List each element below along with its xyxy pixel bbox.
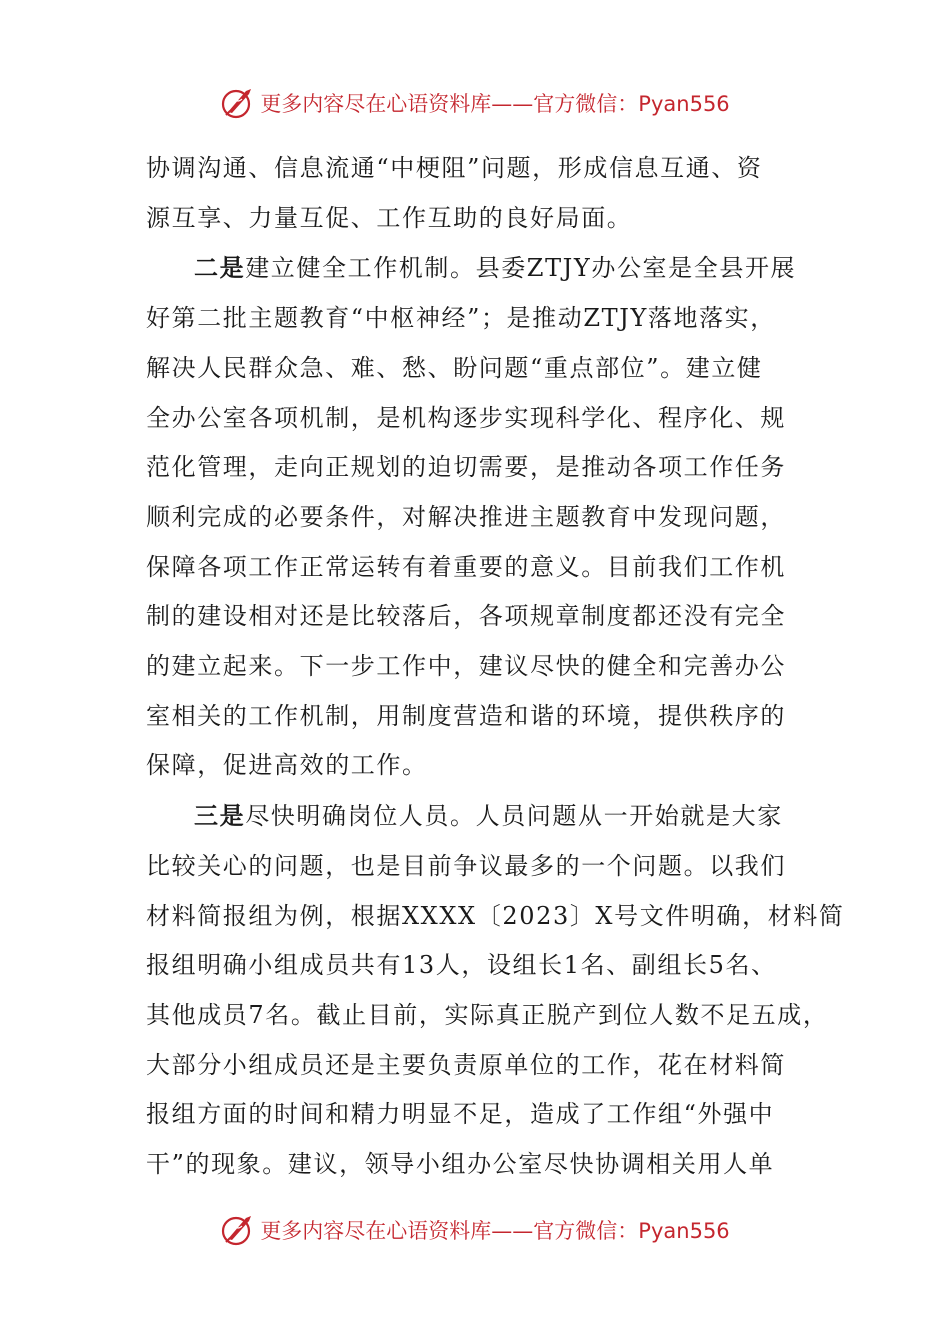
- text-line: 干”的现象。建议，领导小组办公室尽快协调相关用人单: [146, 1150, 775, 1179]
- footer-watermark-banner: [0, 1210, 950, 1250]
- text-line: 范化管理，走向正规划的迫切需要，是推动各项工作任务: [146, 453, 786, 482]
- text-line: 制的建设相对还是比较落后，各项规章制度都还没有完全: [146, 602, 786, 631]
- paragraph-lead: 二是: [194, 253, 246, 283]
- text-line: 大部分小组成员还是主要负责原单位的工作，花在材料简: [146, 1050, 786, 1079]
- text-line: 比较关心的问题，也是目前争议最多的一个问题。以我们: [146, 851, 786, 880]
- text-line: 保障各项工作正常运转有着重要的意义。目前我们工作机: [146, 552, 786, 581]
- paragraph-2: [146, 243, 826, 791]
- text-line: 好第二批主题教育“中枢神经”；是推动ZTJY落地落实，: [146, 304, 776, 333]
- text-line: 协调沟通、信息流通“中梗阻”问题，形成信息互通、资: [146, 154, 763, 182]
- header-watermark-banner: [0, 83, 950, 123]
- paragraph-lead: 三是: [194, 801, 246, 831]
- paragraph-lead-rest: 尽快明确岗位人员。人员问题从一开始就是大家: [245, 802, 783, 831]
- text-line: 全办公室各项机制，是机构逐步实现科学化、程序化、规: [146, 403, 786, 432]
- text-line: 源互享、力量互促、工作互助的良好局面。: [146, 203, 633, 232]
- text-line: 报组明确小组成员共有13人，设组长1名、副组长5名、: [146, 951, 777, 980]
- document-body: [146, 144, 845, 1190]
- text-line: 室相关的工作机制，用制度营造和谐的环境，提供秩序的: [146, 701, 786, 730]
- text-line: 报组方面的时间和精力明显不足，造成了工作组“外强中: [146, 1100, 775, 1129]
- quill-pen-logo-icon: [220, 1212, 256, 1248]
- text-line: 的建立起来。下一步工作中，建议尽快的健全和完善办公: [146, 652, 786, 681]
- text-line: 解决人民群众急、难、愁、盼问题“重点部位”。建立健: [146, 353, 763, 382]
- header-watermark-text: 更多内容尽在心语资料库——官方微信：Pyan556: [260, 92, 730, 116]
- paragraph-3: [146, 791, 845, 1190]
- text-line: 顺利完成的必要条件，对解决推进主题教育中发现问题，: [146, 502, 786, 531]
- text-line: [146, 243, 826, 294]
- quill-pen-logo-icon: [220, 85, 256, 121]
- text-line: 其他成员7名。截止目前，实际真正脱产到位人数不足五成，: [146, 1000, 829, 1029]
- text-line: 材料简报组为例，根据XXXX〔2023〕X号文件明确，材料简: [146, 901, 845, 930]
- paragraph-1: [146, 144, 826, 243]
- paragraph-lead-rest: 建立健全工作机制。县委ZTJY办公室是全县开展: [245, 254, 797, 283]
- footer-watermark-text: 更多内容尽在心语资料库——官方微信：Pyan556: [260, 1219, 730, 1243]
- text-line: [146, 791, 826, 842]
- text-line: 保障，促进高效的工作。: [146, 751, 428, 780]
